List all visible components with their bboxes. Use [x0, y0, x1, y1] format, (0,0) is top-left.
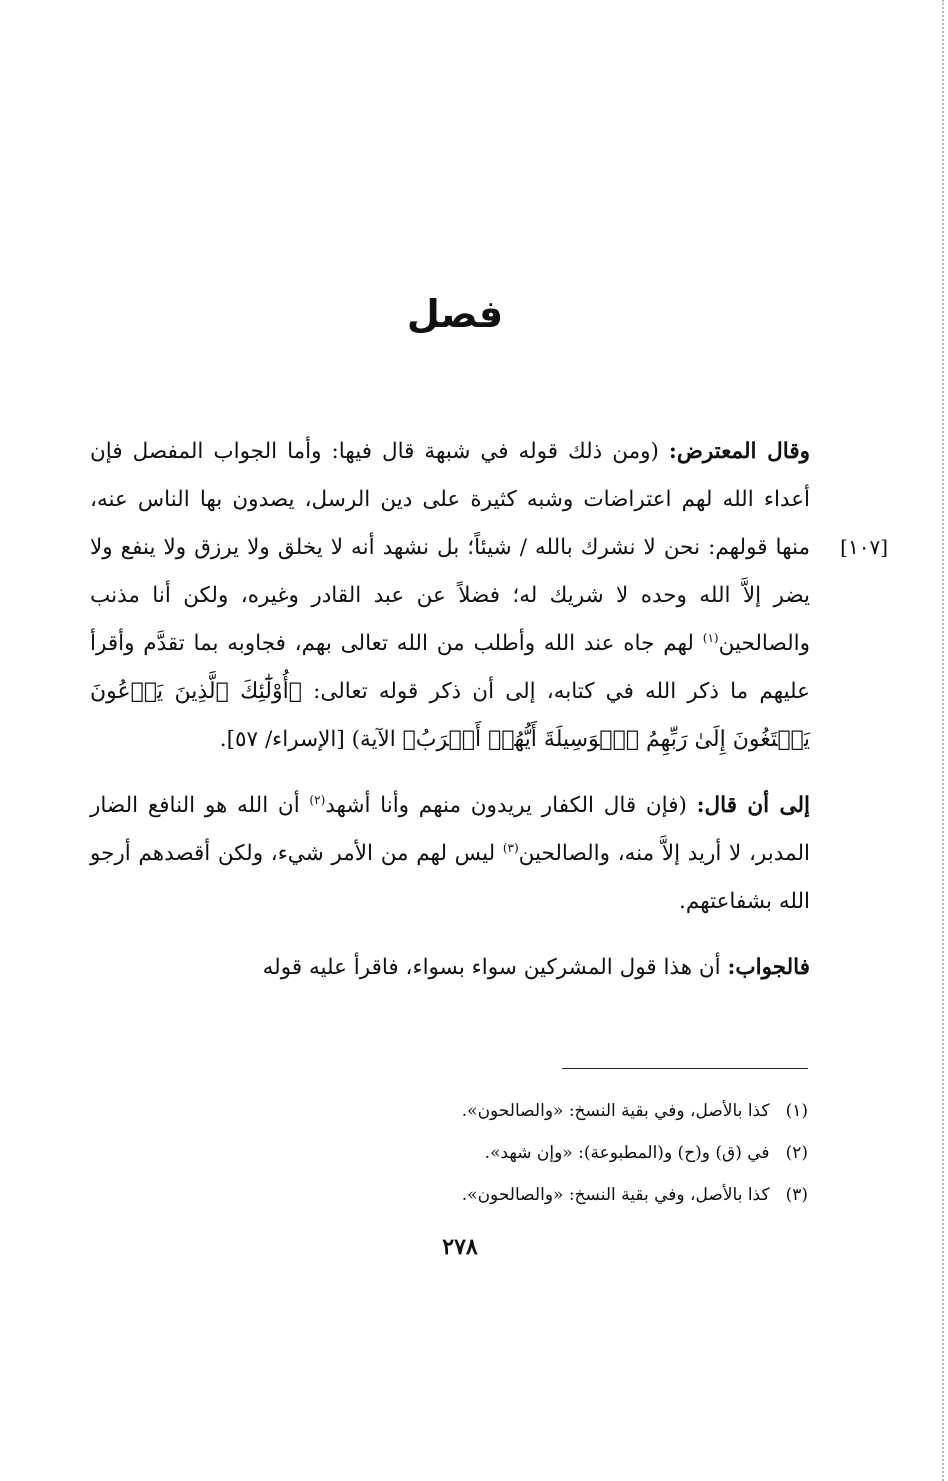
page-edge [939, 0, 944, 1481]
paragraph-text: أن الله هو النافع الضار المدبر، لا أريد إلاَّ منه، والصالحين [90, 793, 810, 866]
footnote-divider [562, 1068, 808, 1069]
paragraph-text: (فإن قال الكفار يريدون منهم وأنا أشهد [325, 793, 697, 818]
paragraph-lead: وقال المعترض: [668, 439, 810, 464]
section-heading: فصل [406, 292, 504, 336]
page-number: ٢٧٨ [442, 1234, 478, 1260]
paragraph-text: (ومن ذلك قوله في شبهة قال فيها: وأما الجواب المفصل فإن أعداء الله لهم اعتراضات وشبه كثيرة على دين الرسل، يصدون بها الناس عنه، منها قولهم: نحن لا نشرك بالله / شيئاً؛ بل نشهد أنه لا يخلق ولا يرزق ولا ينفع ولا يضر إلاَّ الله وحده لا شريك له؛ فضلاً عن عبد القادر وغيره، ولكن أنا مذنب والصالحين [90, 439, 810, 656]
margin-reference: [١٠٧] [840, 535, 888, 559]
paragraph-3 [90, 944, 810, 992]
footnote-ref: (٣) [502, 840, 519, 855]
paragraph-text: ليس لهم من الأمر شيء، ولكن أقصدهم أرجو الله بشفاعتهم. [90, 841, 810, 914]
footnote-number: (٣) [785, 1185, 808, 1205]
footnote-ref: (١) [702, 630, 719, 645]
paragraph-2 [90, 782, 810, 926]
footnote [300, 1132, 808, 1174]
quran-verse: ﴿أُوْلَٰٓئِكَ ٱلَّذِينَ يَدۡعُونَ يَبۡتَغُونَ إِلَىٰ رَبِّهِمُ ٱلۡوَسِيلَةَ أَيُّهُمۡ أَقۡرَبُ﴾ [90, 679, 810, 752]
main-text [90, 428, 810, 1010]
footnote-number: (١) [785, 1101, 808, 1121]
paragraph-1 [90, 428, 810, 764]
footnote-text: كذا بالأصل، وفي بقية النسخ: «والصالحون». [461, 1185, 770, 1205]
paragraph-text: الآية) [الإسراء/ ٥٧]. [219, 727, 403, 752]
paragraph-text: أن هذا قول المشركين سواء بسواء، فاقرأ عليه قوله [262, 955, 728, 980]
footnote-ref: (٢) [309, 792, 326, 807]
footnote-number: (٢) [785, 1143, 808, 1163]
footnote [300, 1090, 808, 1132]
paragraph-lead: إلى أن قال: [696, 793, 810, 818]
footnote-text: كذا بالأصل، وفي بقية النسخ: «والصالحون». [461, 1101, 770, 1121]
paragraph-lead: فالجواب: [727, 955, 810, 980]
footnote-text: في (ق) و(ح) و(المطبوعة): «وإن شهد». [484, 1143, 770, 1163]
footnote [300, 1174, 808, 1216]
footnotes [300, 1090, 808, 1216]
paragraph-text: لهم جاه عند الله وأطلب من الله تعالى بهم، فجاوبه بما تقدَّم وأقرأ عليهم ما ذكر الله في كتابه، إلى أن ذكر قوله تعالى: [90, 631, 810, 704]
